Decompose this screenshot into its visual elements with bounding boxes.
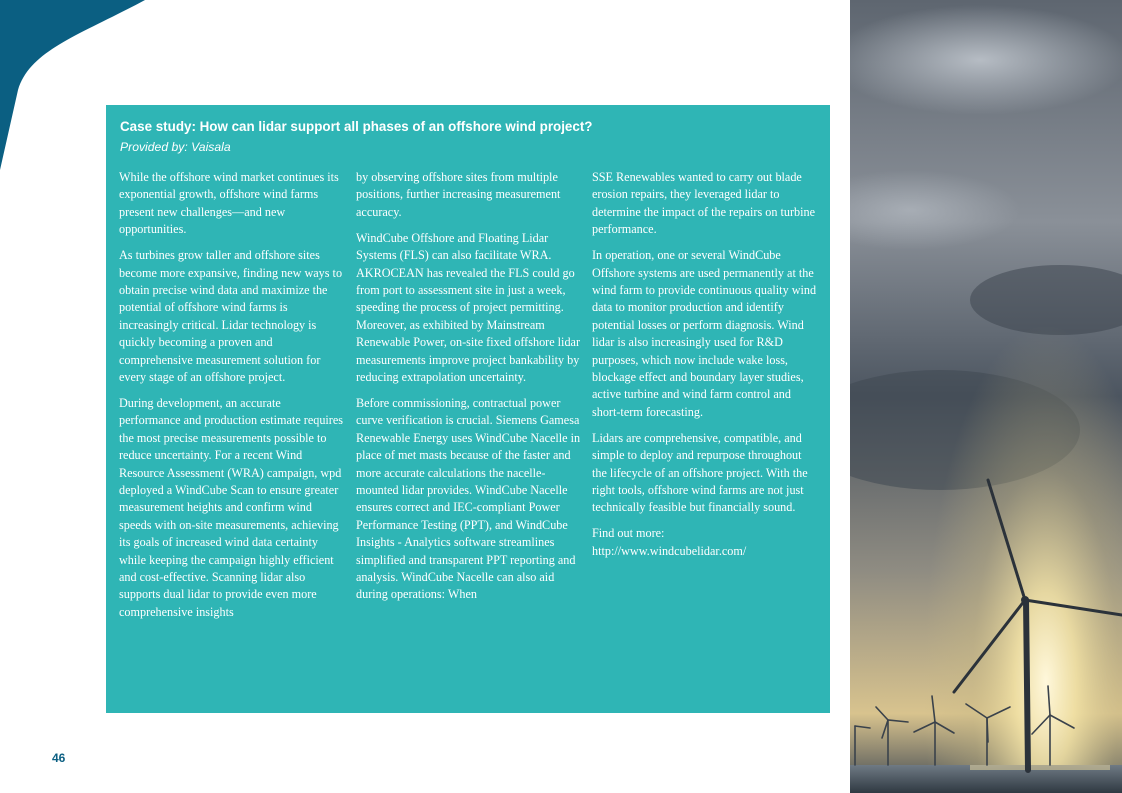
case-study-box — [106, 105, 830, 713]
offshore-wind-farm-photo — [850, 0, 1122, 793]
paragraph: Before commissioning, contractual power curve verification is crucial. Siemens Gamesa Renewable Energy uses WindCube Nacelle in place of met masts because of the faster and more accurate calculations the nacelle-mounted lidar provides. WindCube Nacelle ensures correct and IEC-compliant Power Performance Testing (PPT), and WindCube Insights - Analytics software streamlines simplified and transparent PPT reporting and analysis. WindCube Nacelle can also aid during operations: When — [356, 395, 581, 602]
paragraph: WindCube Offshore and Floating Lidar Systems (FLS) can also facilitate WRA. AKROCEAN has revealed the FLS could go from port to assessment site in just a week, speeding the process of project permitting. Moreover, as exhibited by Mainstream Renewable Power, on-site fixed offshore lidar measurements improve project bankability by reducing extrapolation uncertainty. — [356, 230, 581, 384]
paragraph: Lidars are comprehensive, compatible, and simple to deploy and repurpose throughout the lifecycle of an offshore project. With the right tools, offshore wind farms are not just technically feasible but financially sound. — [592, 430, 808, 515]
text-column-1 — [119, 169, 345, 630]
case-study-title: Case study: How can lidar support all phases of an offshore wind project? — [120, 119, 593, 134]
text-column-2 — [356, 169, 582, 612]
case-study-provided-by: Provided by: Vaisala — [120, 140, 231, 154]
windcube-link[interactable]: http://www.windcubelidar.com/ — [592, 543, 747, 558]
find-out-more-label: Find out more: — [592, 526, 665, 541]
text-column-3 — [592, 169, 818, 569]
paragraph: SSE Renewables wanted to carry out blade erosion repairs, they leveraged lidar to determine the impact of the repairs on turbine performance. — [592, 170, 816, 237]
find-out-more — [592, 525, 818, 560]
paragraph: While the offshore wind market continues its exponential growth, offshore wind farms present new challenges—and new opportunities. — [119, 170, 339, 237]
paragraph: During development, an accurate performance and production estimate requires the most precise measurements possible to reduce uncertainty. For a recent Wind Resource Assessment (WRA) campaign, wpd deployed a WindCube Scan to ensure greater measurement heights and confirm wind speeds with on-site measurements, achieving its goals of increased wind data certainty while keeping the campaign highly efficient and cost-effective. Scanning lidar also supports dual lidar to provide even more comprehensive insights — [119, 395, 344, 619]
paragraph: As turbines grow taller and offshore sites become more expansive, finding new ways to obtain precise wind data and maximize the potential of offshore wind farms is increasingly critical. Lidar technology is quickly becoming a proven and comprehensive measurement solution for every stage of an offshore project. — [119, 248, 343, 384]
page-number: 46 — [52, 751, 66, 765]
paragraph: In operation, one or several WindCube Offshore systems are used permanently at the wind farm to provide continuous quality wind data to monitor production and identify potential losses or perform diagnosis. Wind lidar is also increasingly used for R&D purposes, which now include wake loss, blockage effect and boundary layer studies, active turbine and wind farm control and short-term forecasting. — [592, 248, 817, 419]
paragraph: by observing offshore sites from multiple positions, further increasing measurement accuracy. — [356, 170, 561, 219]
